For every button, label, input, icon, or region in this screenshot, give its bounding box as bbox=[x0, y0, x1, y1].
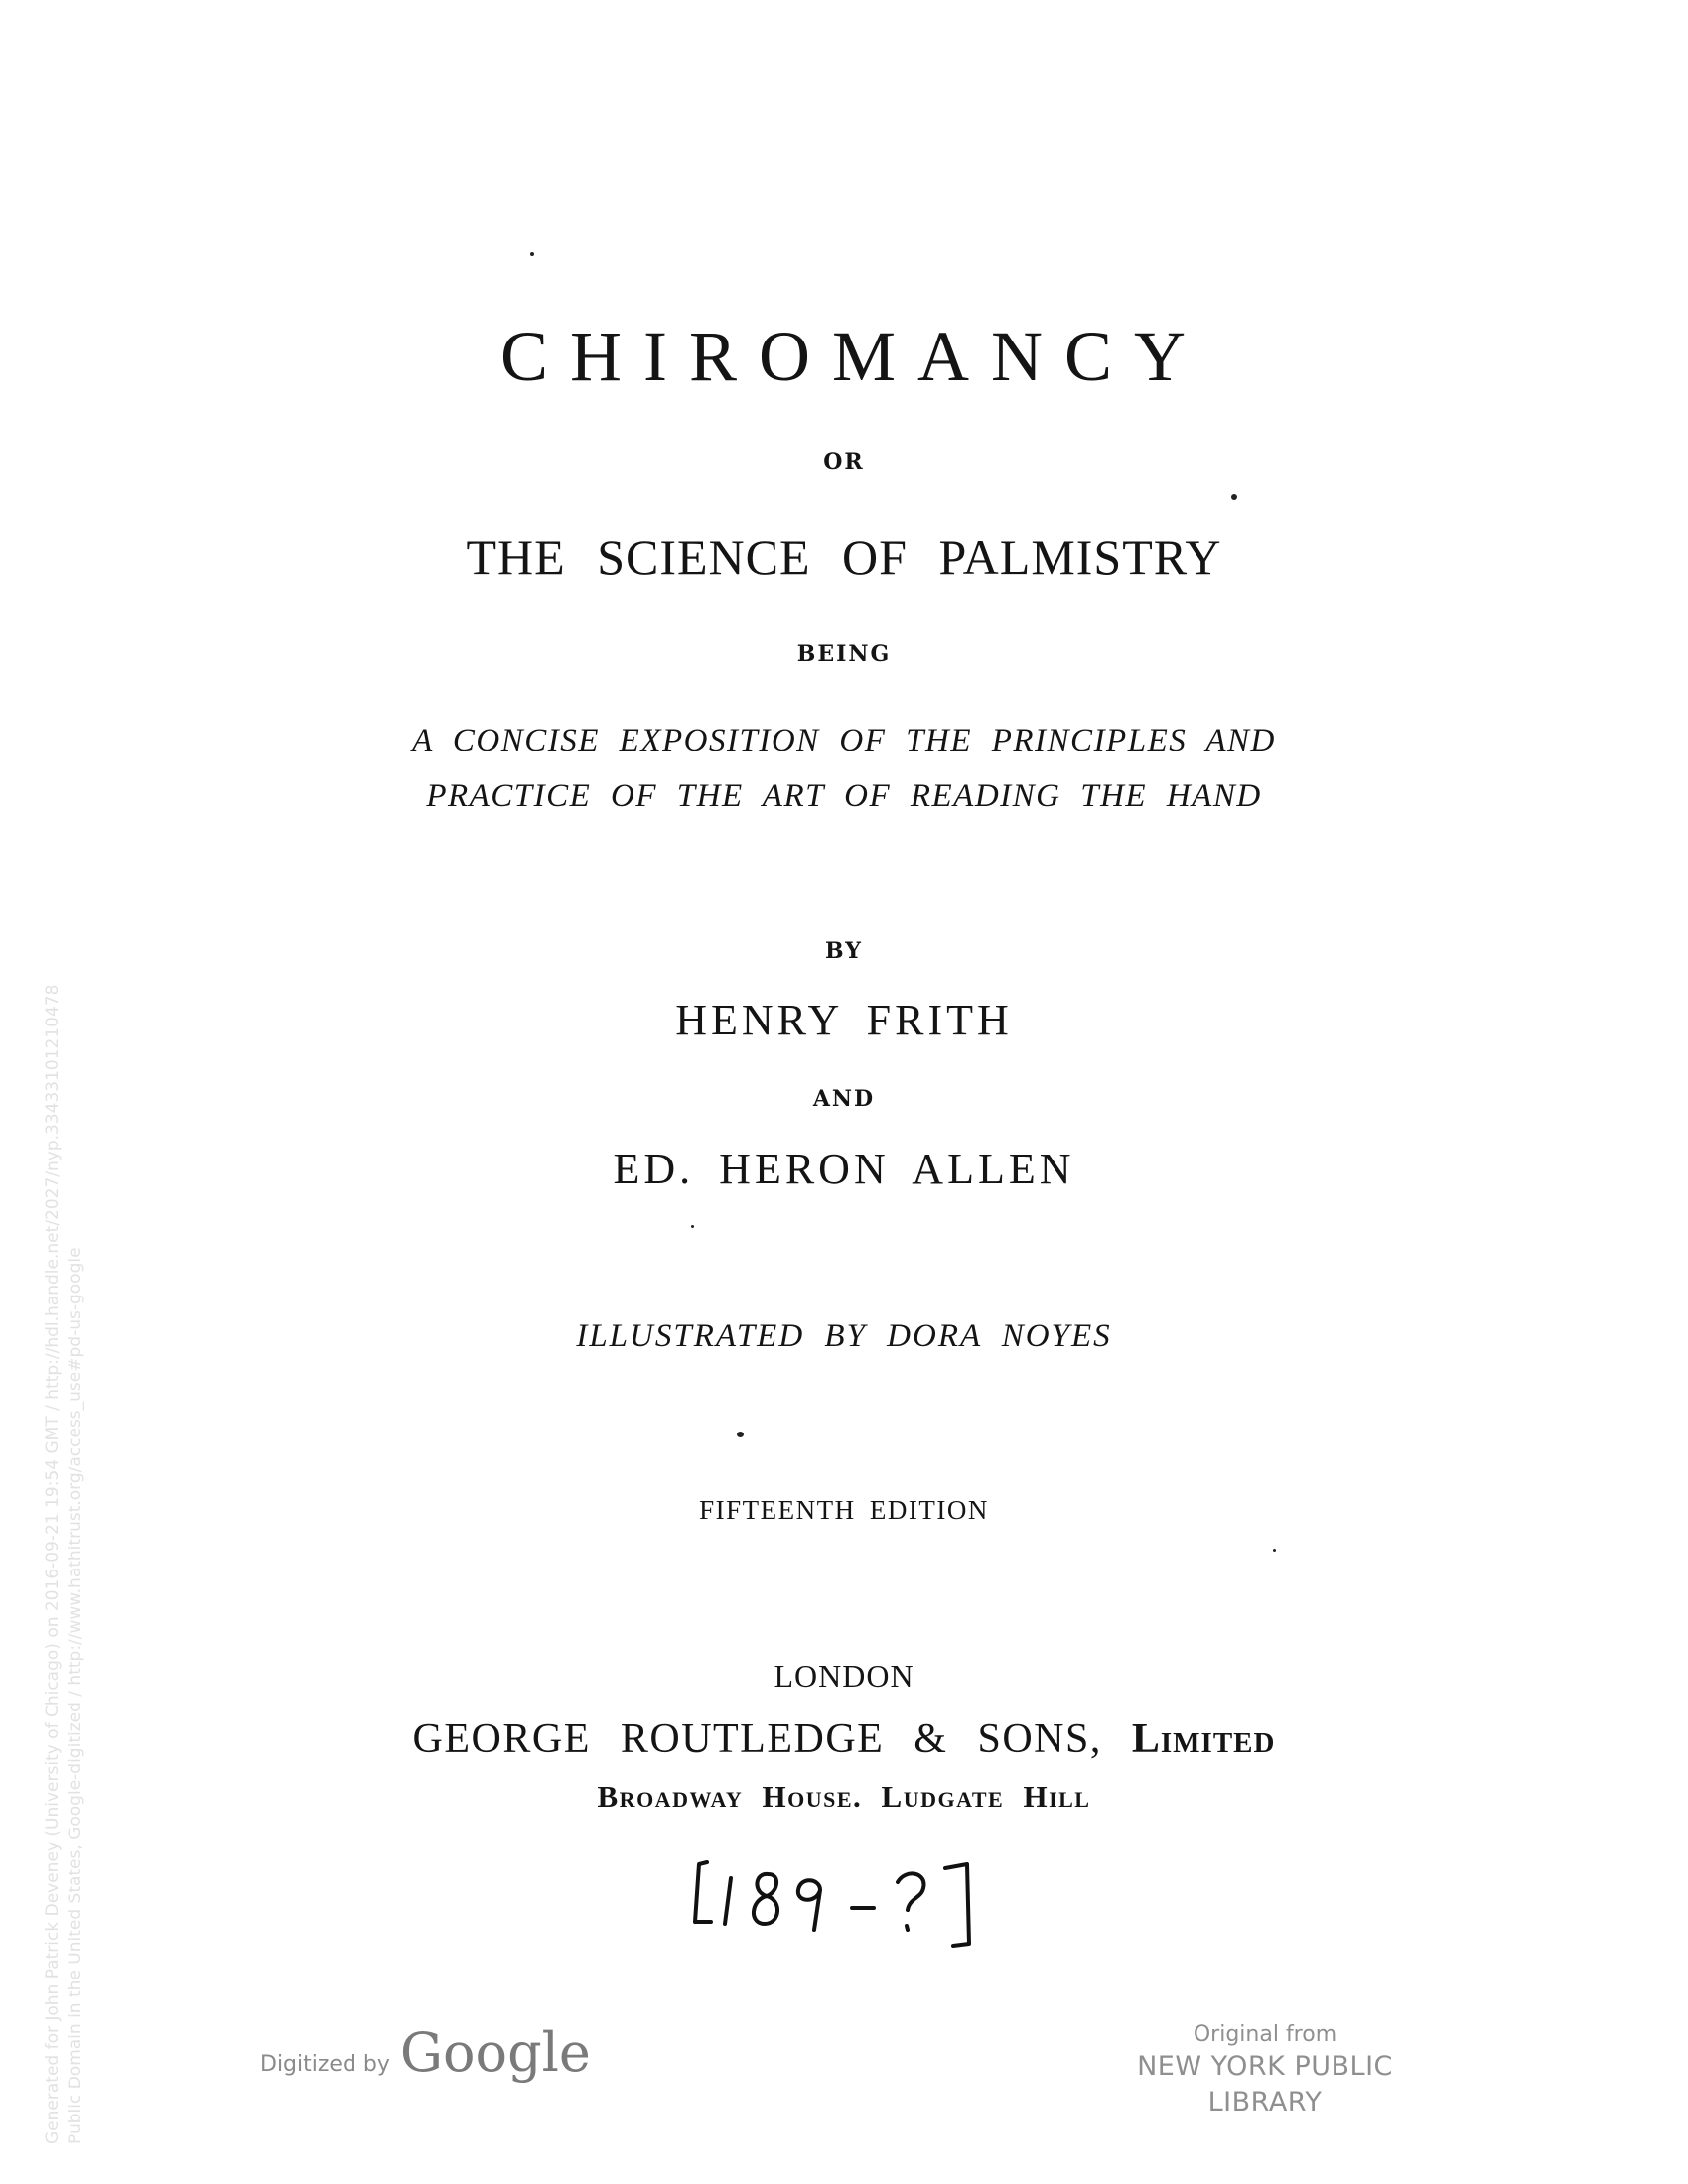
publisher-main: GEORGE ROUTLEDGE & SONS, bbox=[412, 1716, 1102, 1762]
scan-speck bbox=[1231, 494, 1237, 500]
author-henry-frith: HENRY FRITH bbox=[675, 996, 1013, 1044]
scan-speck bbox=[691, 1225, 694, 1228]
scan-speck bbox=[737, 1432, 744, 1437]
or-connector: OR bbox=[823, 449, 865, 475]
original-from-label: Original from bbox=[1193, 2022, 1337, 2047]
and-connector: AND bbox=[812, 1086, 876, 1112]
book-title: CHIROMANCY bbox=[499, 317, 1208, 396]
edition-statement: FIFTEENTH EDITION bbox=[699, 1495, 989, 1525]
watermark-line-2: Public Domain in the United States, Google-digitized / http://www.hathitrust.org/access_use#pd-us-google bbox=[66, 1247, 85, 2144]
hathitrust-watermark bbox=[42, 985, 87, 2144]
publisher-limited: Limited bbox=[1131, 1716, 1276, 1762]
scan-speck bbox=[530, 252, 534, 256]
description-line-1: A CONCISE EXPOSITION OF THE PRINCIPLES AND bbox=[412, 723, 1276, 758]
by-connector: BY bbox=[825, 938, 863, 964]
description-line-2: PRACTICE OF THE ART OF READING THE HAND bbox=[426, 778, 1262, 814]
author-heron-allen: ED. HERON ALLEN bbox=[613, 1145, 1075, 1193]
publisher-name bbox=[0, 1715, 1688, 1763]
digitized-label: Digitized by bbox=[260, 2052, 390, 2077]
book-subtitle: THE SCIENCE OF PALMISTRY bbox=[466, 529, 1222, 585]
original-source bbox=[1076, 2021, 1454, 2120]
handwritten-date-note bbox=[685, 1839, 1003, 1958]
google-logo: Google bbox=[399, 2021, 591, 2084]
watermark-line-1: Generated for John Patrick Deveney (University of Chicago) on 2016-09-21 19:54 GMT / http://hdl.handle.net/2027/nyp.33433101210478 bbox=[43, 984, 63, 2144]
library-name: NEW YORK PUBLIC LIBRARY bbox=[1137, 2051, 1393, 2117]
illustrator-credit: ILLUSTRATED BY DORA NOYES bbox=[576, 1318, 1112, 1354]
digitized-by-google bbox=[260, 2021, 591, 2084]
being-connector: BEING bbox=[796, 641, 892, 667]
publication-city: LONDON bbox=[774, 1658, 914, 1694]
publisher-address: Broadway House. Ludgate Hill bbox=[597, 1779, 1091, 1814]
scan-speck bbox=[1273, 1549, 1276, 1552]
